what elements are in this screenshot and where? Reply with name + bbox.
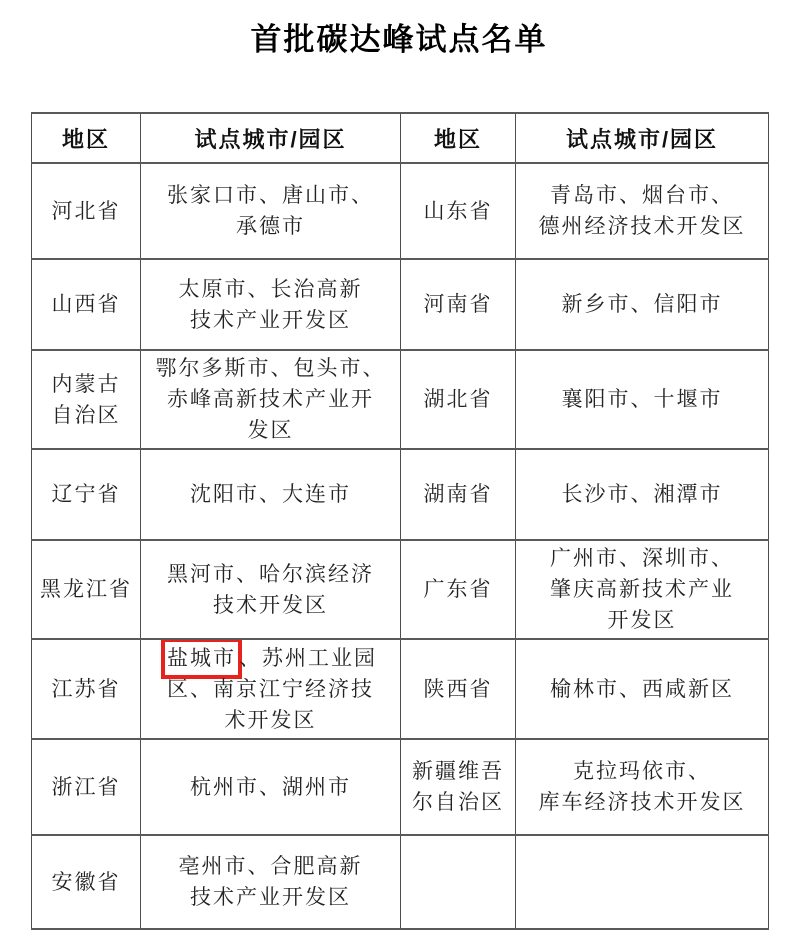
cell-line: 黑龙江省 xyxy=(40,577,132,601)
cell-line: 广州市、深圳市、 xyxy=(550,546,734,570)
region-cell xyxy=(401,259,516,350)
cell-line: 杭州市、湖州市 xyxy=(190,774,351,799)
cities-cell xyxy=(516,163,769,259)
region-cell xyxy=(32,163,141,259)
cell-line: 技术产业开发区 xyxy=(190,307,351,332)
cell-line: 克拉玛依市、 xyxy=(573,759,711,783)
page-title: 首批碳达峰试点名单 xyxy=(250,22,548,57)
cell-line: 技术开发区 xyxy=(213,592,328,617)
cell-line: 鄂尔多斯市、包头市、 xyxy=(155,356,386,380)
region-cell xyxy=(401,163,516,259)
cell-line: 张家口市、唐山市、 xyxy=(167,183,374,207)
cell-line: 沈阳市、大连市 xyxy=(190,482,351,506)
col-header-cities-1: 试点城市/园区 xyxy=(141,113,401,163)
cell-line: 承德市 xyxy=(236,214,305,238)
region-cell xyxy=(32,739,141,835)
cell-line: 江苏省 xyxy=(51,676,121,701)
region-cell xyxy=(32,639,141,739)
region-cell xyxy=(32,449,141,540)
cities-cell xyxy=(141,163,401,259)
cell-line: 发区 xyxy=(247,418,294,442)
region-cell xyxy=(401,835,516,929)
table-body xyxy=(32,163,769,929)
cell-line: 浙江省 xyxy=(51,774,121,799)
cell-line: 河南省 xyxy=(423,292,493,316)
table-row xyxy=(32,350,769,449)
col-header-region-2: 地区 xyxy=(401,113,516,163)
cell-line: 内蒙古 xyxy=(51,371,121,396)
cities-cell xyxy=(516,259,769,350)
cities-cell xyxy=(516,835,769,929)
cell-line: 襄阳市、十堰市 xyxy=(561,387,723,411)
cell-line: 尔自治区 xyxy=(412,790,504,814)
col-header-region-1: 地区 xyxy=(32,113,141,163)
pilot-list-table xyxy=(31,112,769,930)
cities-cell xyxy=(141,350,401,449)
cell-line: 黑河市、哈尔滨经济 xyxy=(167,561,374,586)
cities-cell xyxy=(516,540,769,639)
cell-line: 山西省 xyxy=(51,292,121,316)
table-row xyxy=(32,163,769,259)
cell-line: 新乡市、信阳市 xyxy=(561,292,723,316)
cell-line: 肇庆高新技术产业 xyxy=(550,577,734,601)
cities-cell xyxy=(141,540,401,639)
cell-line: 湖北省 xyxy=(423,387,493,411)
col-header-cities-2: 试点城市/园区 xyxy=(516,113,769,163)
cities-cell xyxy=(141,449,401,540)
cell-line: 亳州市、合肥高新 xyxy=(178,854,363,878)
cell-line: 术开发区 xyxy=(224,708,317,732)
table-row xyxy=(32,639,769,739)
cell-line: 榆林市、西咸新区 xyxy=(550,676,734,701)
cell-line: 库车经济技术开发区 xyxy=(538,790,746,814)
cell-line: 赤峰高新技术产业开 xyxy=(167,387,374,411)
cell-line: 太原市、长治高新 xyxy=(178,276,363,301)
table-row xyxy=(32,540,769,639)
cell-line: 新疆维吾 xyxy=(412,759,504,783)
cell-line: 青岛市、烟台市、 xyxy=(550,183,734,207)
cities-cell xyxy=(516,350,769,449)
table-row xyxy=(32,835,769,929)
region-cell xyxy=(32,835,141,929)
cell-line: 盐城市 、苏州工业园 xyxy=(145,642,396,674)
cell-line: 安徽省 xyxy=(51,869,121,894)
cities-cell xyxy=(141,639,401,739)
region-cell xyxy=(401,639,516,739)
cell-line: 技术产业开发区 xyxy=(190,885,351,909)
cities-cell xyxy=(516,639,769,739)
cell-line: 陕西省 xyxy=(423,676,493,701)
cell-line: 自治区 xyxy=(51,402,121,427)
cities-cell xyxy=(516,739,769,835)
region-cell xyxy=(32,259,141,350)
cell-line: 辽宁省 xyxy=(51,482,121,506)
table-row xyxy=(32,259,769,350)
cities-cell xyxy=(141,835,401,929)
region-cell xyxy=(401,739,516,835)
table-header-row xyxy=(32,113,769,163)
cell-line: 湖南省 xyxy=(423,482,493,506)
region-cell xyxy=(32,540,141,639)
region-cell xyxy=(401,350,516,449)
cell-line: 广东省 xyxy=(423,577,493,601)
cities-cell xyxy=(141,259,401,350)
cities-cell xyxy=(516,449,769,540)
table-row xyxy=(32,449,769,540)
region-cell xyxy=(32,350,141,449)
cell-line: 长沙市、湘潭市 xyxy=(561,482,723,506)
cell-line: 河北省 xyxy=(51,198,121,223)
highlight-red-box: 盐城市 xyxy=(161,639,242,679)
cell-line: 区、南京江宁经济技 xyxy=(167,677,374,701)
region-cell xyxy=(401,540,516,639)
cities-cell xyxy=(141,739,401,835)
table-row xyxy=(32,739,769,835)
cell-line: 德州经济技术开发区 xyxy=(538,214,746,238)
cell-line: 山东省 xyxy=(423,198,493,223)
cell-line: 开发区 xyxy=(607,608,677,632)
region-cell xyxy=(401,449,516,540)
